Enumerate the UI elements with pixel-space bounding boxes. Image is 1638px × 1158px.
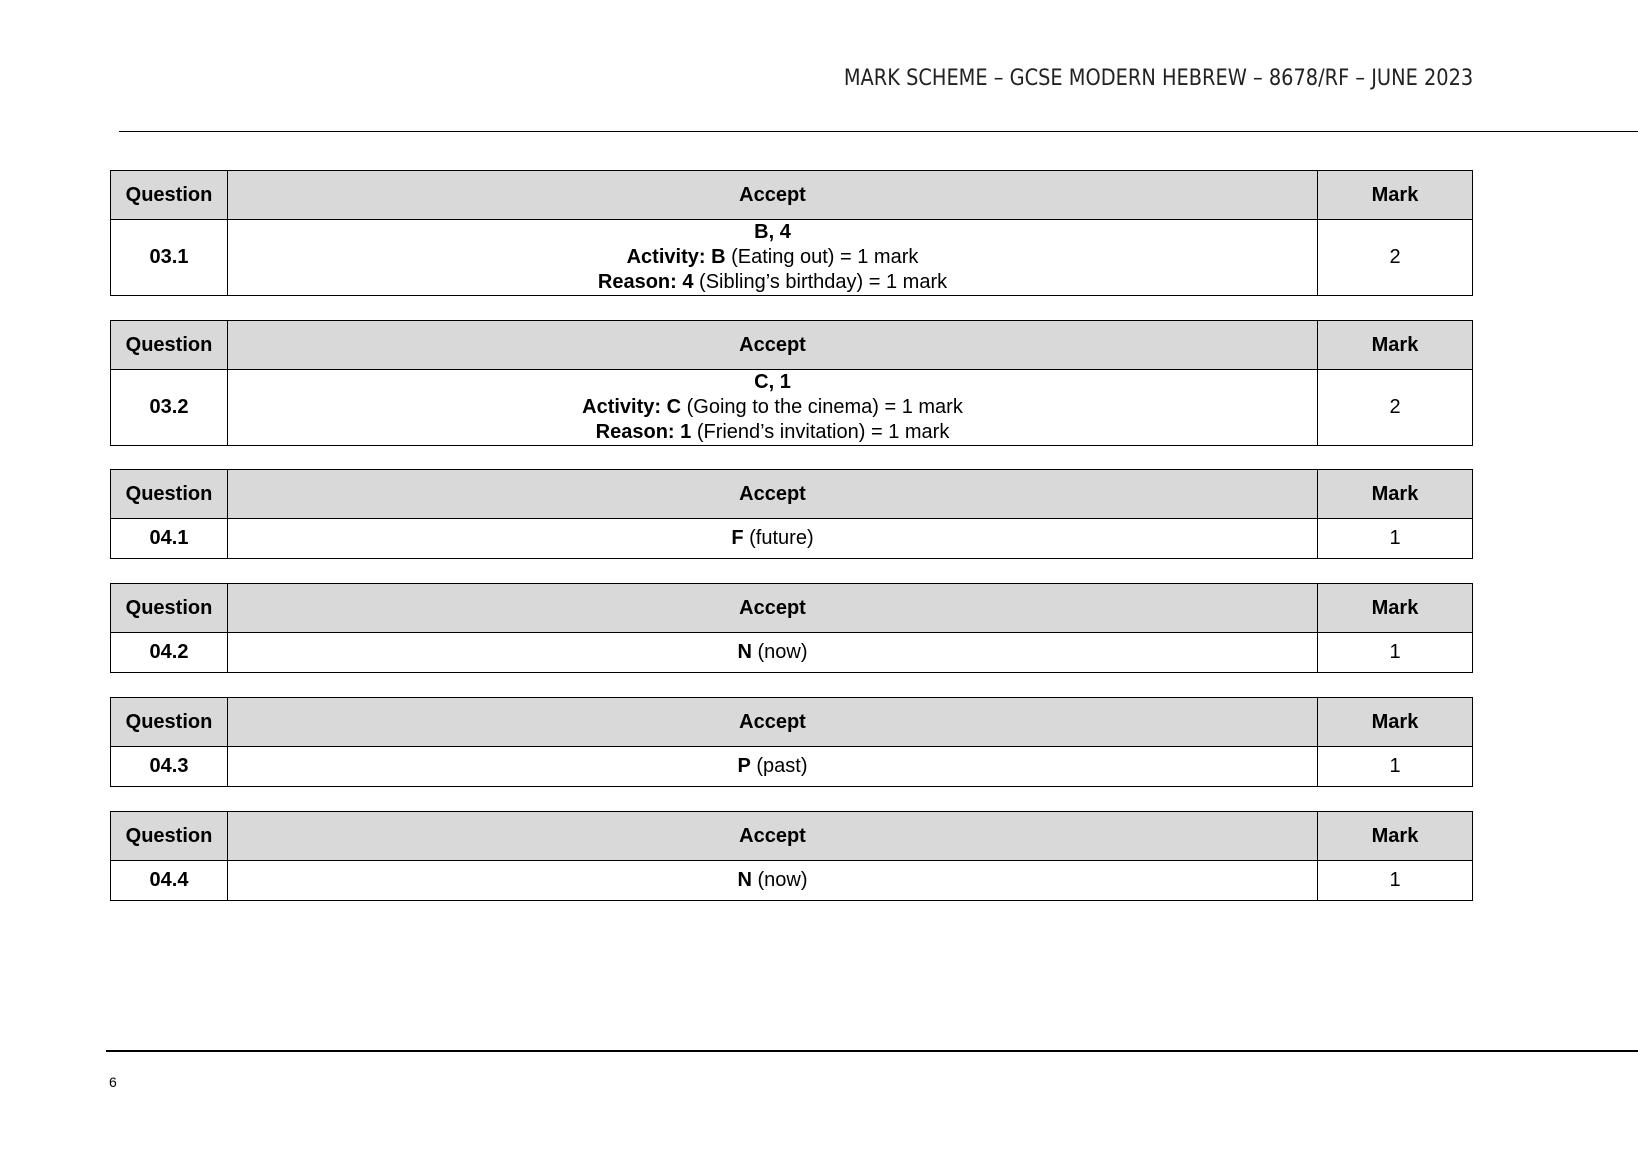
table-row bbox=[111, 861, 1473, 901]
question-number: 03.1 bbox=[111, 220, 228, 296]
header-divider bbox=[119, 131, 1638, 132]
mark-header: Mark bbox=[1318, 470, 1473, 519]
question-number: 04.4 bbox=[111, 861, 228, 901]
table-row bbox=[111, 519, 1473, 559]
activity-text: (Going to the cinema) = 1 mark bbox=[681, 396, 963, 418]
answer-key: P bbox=[737, 755, 751, 777]
question-number: 04.2 bbox=[111, 633, 228, 673]
answer-key: B, 4 bbox=[754, 221, 791, 243]
mark-header: Mark bbox=[1318, 812, 1473, 861]
table-row bbox=[111, 370, 1473, 446]
page-header-title: MARK SCHEME – GCSE MODERN HEBREW – 8678/RF – JUNE 2023 bbox=[843, 66, 1473, 91]
footer-divider bbox=[106, 1050, 1638, 1052]
answer-text: (past) bbox=[750, 755, 808, 777]
accept-cell bbox=[228, 519, 1318, 559]
activity-label: Activity: B bbox=[626, 246, 726, 268]
accept-cell bbox=[228, 747, 1318, 787]
reason-text: (Sibling’s birthday) = 1 mark bbox=[693, 271, 948, 293]
accept-header: Accept bbox=[228, 584, 1318, 633]
question-header: Question bbox=[111, 321, 228, 370]
question-number: 04.1 bbox=[111, 519, 228, 559]
reason-label: Reason: 4 bbox=[597, 271, 694, 293]
mark-value: 2 bbox=[1318, 370, 1473, 446]
mark-scheme-tables bbox=[110, 170, 1473, 901]
mark-header: Mark bbox=[1318, 584, 1473, 633]
mark-value: 1 bbox=[1318, 747, 1473, 787]
answer-text: (now) bbox=[751, 869, 808, 891]
question-number: 04.3 bbox=[111, 747, 228, 787]
reason-label: Reason: 1 bbox=[595, 421, 692, 443]
table-header-row bbox=[111, 812, 1473, 861]
question-header: Question bbox=[111, 470, 228, 519]
mark-header: Mark bbox=[1318, 698, 1473, 747]
mark-value: 2 bbox=[1318, 220, 1473, 296]
mark-table-03-2 bbox=[110, 320, 1473, 446]
accept-cell bbox=[228, 220, 1318, 296]
table-header-row bbox=[111, 171, 1473, 220]
mark-table-04-4 bbox=[110, 811, 1473, 901]
answer-key: N bbox=[737, 641, 752, 663]
accept-header: Accept bbox=[228, 812, 1318, 861]
mark-value: 1 bbox=[1318, 519, 1473, 559]
accept-header: Accept bbox=[228, 171, 1318, 220]
table-row bbox=[111, 747, 1473, 787]
table-header-row bbox=[111, 321, 1473, 370]
table-header-row bbox=[111, 698, 1473, 747]
mark-table-04-2 bbox=[110, 583, 1473, 673]
answer-key: F bbox=[731, 527, 744, 549]
accept-cell bbox=[228, 370, 1318, 446]
mark-table-04-1 bbox=[110, 469, 1473, 559]
mark-table-03-1 bbox=[110, 170, 1473, 296]
question-header: Question bbox=[111, 584, 228, 633]
accept-cell bbox=[228, 633, 1318, 673]
answer-key: C, 1 bbox=[754, 371, 791, 393]
answer-key: N bbox=[737, 869, 752, 891]
question-header: Question bbox=[111, 171, 228, 220]
accept-cell bbox=[228, 861, 1318, 901]
mark-value: 1 bbox=[1318, 861, 1473, 901]
table-row bbox=[111, 633, 1473, 673]
page-number: 6 bbox=[109, 1074, 117, 1090]
question-header: Question bbox=[111, 698, 228, 747]
mark-value: 1 bbox=[1318, 633, 1473, 673]
mark-header: Mark bbox=[1318, 171, 1473, 220]
accept-header: Accept bbox=[228, 470, 1318, 519]
reason-text: (Friend’s invitation) = 1 mark bbox=[691, 421, 950, 443]
table-header-row bbox=[111, 470, 1473, 519]
accept-header: Accept bbox=[228, 698, 1318, 747]
question-number: 03.2 bbox=[111, 370, 228, 446]
mark-table-04-3 bbox=[110, 697, 1473, 787]
activity-text: (Eating out) = 1 mark bbox=[725, 246, 919, 268]
answer-text: (future) bbox=[743, 527, 814, 549]
mark-header: Mark bbox=[1318, 321, 1473, 370]
table-row bbox=[111, 220, 1473, 296]
question-header: Question bbox=[111, 812, 228, 861]
activity-label: Activity: C bbox=[582, 396, 682, 418]
answer-text: (now) bbox=[751, 641, 808, 663]
table-header-row bbox=[111, 584, 1473, 633]
accept-header: Accept bbox=[228, 321, 1318, 370]
